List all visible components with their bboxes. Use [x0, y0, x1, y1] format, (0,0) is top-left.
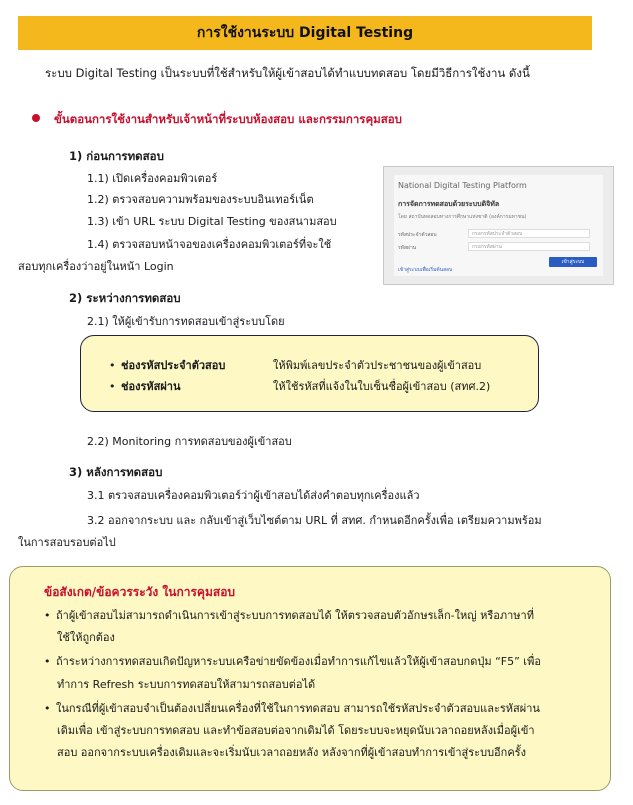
instruction-row: • ช่องรหัสผ่าน ให้ใช้รหัสที่แจ้งในใบเซ็นชื่อผู้เข้าสอบ (สทศ.2)	[109, 380, 491, 393]
screenshot-field1-label: รหัสประจำตัวสอบ	[398, 232, 437, 238]
during-heading: 2) ระหว่างการทดสอบ	[69, 291, 181, 305]
instruction-row: • ช่องรหัสประจำตัวสอบ ให้พิมพ์เลขประจำตัวประชาชนของผู้เข้าสอบ	[109, 359, 482, 372]
note-item: • ถ้าระหว่างการทดสอบเกิดปัญหาระบบเครือข่ายขัดข้องเมื่อทำการแก้ไขแล้วให้ผู้เข้าสอบกดปุ่ม “F5” เพื่อ	[44, 655, 541, 668]
screenshot-heading: การจัดการทดสอบด้วยระบบดิจิทัล	[398, 200, 500, 208]
screenshot-link: เข้าสู่ระบบเพื่อเริ่มต้นสอบ	[398, 267, 453, 273]
bullet-icon	[32, 114, 40, 122]
during-item: 2.1) ให้ผู้เข้ารับการทดสอบเข้าสู่ระบบโดย	[87, 315, 285, 328]
after-item: 3.2 ออกจากระบบ และ กลับเข้าสู่เว็บไซต์ตาม URL ที่ สทศ. กำหนดอีกครั้งเพื่อ เตรียมความพร้อม	[87, 514, 542, 527]
screenshot-field2-label: รหัสผ่าน	[398, 245, 417, 251]
during-item: 2.2) Monitoring การทดสอบของผู้เข้าสอบ	[87, 435, 292, 448]
page-title: การใช้งานระบบ Digital Testing	[18, 16, 592, 50]
note-item-continued: สอบ ออกจากระบบเครื่องเดิมและจะเริ่มนับเวลาถอยหลัง หลังจากที่ผู้เข้าสอบทำการเข้าสู่ระบบอีกครั้ง	[57, 746, 526, 759]
before-item: 1.2) ตรวจสอบความพร้อมของระบบอินเทอร์เน็ต	[87, 193, 314, 206]
login-screenshot	[383, 166, 614, 285]
note-item: • ในกรณีที่ผู้เข้าสอบจำเป็นต้องเปลี่ยนเครื่องที่ใช้ในการทดสอบ สามารถใช้รหัสประจำตัวสอบและรหัสผ่าน	[44, 702, 540, 715]
section-heading: ขั้นตอนการใช้งานสำหรับเจ้าหน้าที่ระบบห้องสอบ และกรรมการคุมสอบ	[32, 111, 402, 129]
before-item: 1.1) เปิดเครื่องคอมพิวเตอร์	[87, 172, 218, 185]
screenshot-field1: กรอกรหัสประจำตัวสอบ	[468, 229, 590, 238]
note-item: • ถ้าผู้เข้าสอบไม่สามารถดำเนินการเข้าสู่ระบบการทดสอบได้ ให้ตรวจสอบตัวอักษรเล็ก-ใหญ่ หรือภาษาที่	[44, 609, 534, 622]
before-item: 1.4) ตรวจสอบหน้าจอของเครื่องคอมพิวเตอร์ที่จะใช้	[87, 238, 332, 251]
before-item-continued: สอบทุกเครื่องว่าอยู่ในหน้า Login	[18, 260, 174, 273]
screenshot-org: โดย สถาบันทดสอบทางการศึกษาแห่งชาติ (องค์การมหาชน)	[398, 214, 527, 220]
before-heading: 1) ก่อนการทดสอบ	[69, 149, 164, 163]
note-item-continued: ใช้ให้ถูกต้อง	[57, 631, 115, 644]
after-item-continued: ในการสอบรอบต่อไป	[18, 536, 116, 549]
note-item-continued: เดิมเพื่อ เข้าสู่ระบบการทดสอบ และทำข้อสอบต่อจากเดิมได้ โดยระบบจะหยุดนับเวลาถอยหลังเมื่อผู้เข้า	[57, 724, 535, 737]
notes-title: ข้อสังเกต/ข้อควรระวัง ในการคุมสอบ	[44, 585, 236, 599]
screenshot-login-button: เข้าสู่ระบบ	[549, 257, 597, 267]
after-item: 3.1 ตรวจสอบเครื่องคอมพิวเตอร์ว่าผู้เข้าสอบได้ส่งคำตอบทุกเครื่องแล้ว	[87, 489, 420, 502]
after-heading: 3) หลังการทดสอบ	[69, 465, 163, 479]
login-instructions-box	[80, 335, 539, 412]
before-item: 1.3) เข้า URL ระบบ Digital Testing ของสนามสอบ	[87, 215, 337, 228]
screenshot-field2: กรอกรหัสผ่าน	[468, 242, 590, 251]
note-item-continued: ทำการ Refresh ระบบการทดสอบให้สามารถสอบต่อได้	[57, 678, 316, 691]
intro-text: ระบบ Digital Testing เป็นระบบที่ใช้สำหรับให้ผู้เข้าสอบได้ทำแบบทดสอบ โดยมีวิธีการใช้งาน ดังนี้	[45, 66, 530, 80]
screenshot-platform: National Digital Testing Platform	[398, 181, 527, 190]
